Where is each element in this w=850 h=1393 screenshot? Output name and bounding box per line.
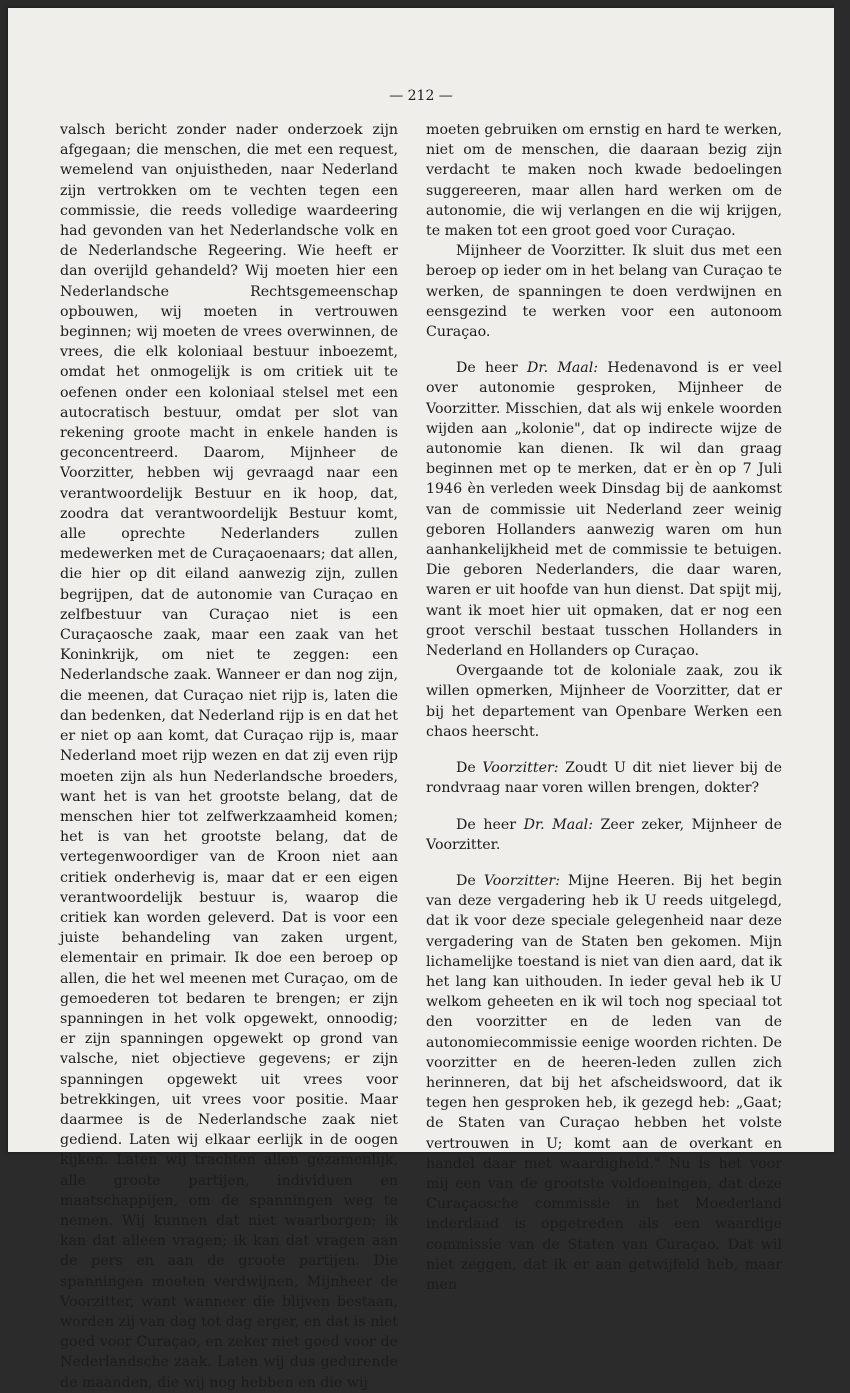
left-column-text: valsch bericht zonder nader onderzoek zijn afgegaan; die menschen, die met een request, wemelend van onjuistheden, naar Nederland zijn vertrokken om te vechten tegen een commissie, die reeds volledige waardeering had gevonden van het Nederlandsche volk en de Nederlandsche Regeering. Wie heeft er dan overijld gehandeld? Wij moeten hier een Nederlandsche Rechtsgemeenschap opbouwen, wij moeten in vertrouwen beginnen; wij moeten de vrees overwinnen, de vrees, die elk koloniaal bestuur inboezemt, omdat het onmogelijk is om critiek uit te oefenen onder een koloniaal stelsel met een autocratisch bestuur, omdat per slot van rekening groote macht in enkele handen is geconcentreerd. Daarom, Mijnheer de Voorzitter, hebben wij gevraagd naar een verantwoordelijk Bestuur en ik hoop, dat, zoodra dat verantwoordelijk Bestuur komt, alle oprechte Nederlanders zullen medewerken met de Curaçaoenaars; dat allen, die hier op dit eiland aanwezig zijn, zullen begrijpen, dat de autonomie van Curaçao en zelfbestuur van Curaçao niet is een Curaçaosche zaak, maar een zaak van het Koninkrijk, om niet te zeggen: een Nederlandsche zaak. Wanneer er dan nog zijn, die meenen, dat Curaçao niet rijp is, laten die dan bedenken, dat Nederland rijp is en dat het er niet op aan komt, dat Curaçao rijp is, maar Nederland moet rijp wezen en dat zij even rijp moeten zijn als hun Nederlandsche broeders, want het is van het grootste belang, dat de menschen hier tot zelfwerkzaamheid komen; het is van het grootste belang, dat de vertegenwoordiger van de Kroon niet aan critiek onderhevig is, maar dat er een eigen verantwoordelijk bestuur is, waarop die critiek kan worden geleverd. Dat is voor een juiste behandeling van zaken urgent, elementair en primair. Ik doe een beroep op allen, die het wel meenen met Curaçao, om de gemoederen tot bedaren te brengen; er zijn spanningen in het volk opgewekt, onnoodig; er zijn spanningen opgewekt op grond van valsche, niet objectieve gegevens; er zijn spanningen opgewekt uit vrees voor betrekkingen, uit vrees voor positie. Maar daarmee is de Nederlandsche zaak niet gediend. Laten wij elkaar eerlijk in de oogen kijken. Laten wij trachten allen gezamenlijk, alle groote partijen, individuen en maatschappijen, om de spanningen weg te nemen. Wij kunnen dat niet waarborgen; ik kan dat alleen vragen; ik kan dat vragen aan de pers en aan de groote partijen. Die spanningen moeten verdwijnen, Mijnheer de Voorzitter, want wanneer die blijven bestaan, worden zij van dag tot dag erger, en dat is niet goed voor Curaçao, en zeker niet goed voor de Nederlandsche zaak. Laten wij dus gedurende de maanden, die wij nog hebben en die wij: [60, 122, 398, 1391]
speech-text: Hedenavond is er veel over autonomie gesproken, Mijnheer de Voorzitter. Misschien, dat als wij enkele woorden wijden aan „kolonie", dat op indirecte wijze de autonomie kan dienen. Ik wil dan graag beginnen met op te merken, dat er èn op 7 Juli 1946 èn verleden week Dinsdag bij de aankomst van de commissie uit Nederland zeer weinig geboren Hollanders aanwezig waren om hun aanhankelijkheid met de commissie te betuigen. Die geboren Nederlanders, die daar waren, waren er uit hoofde van hun dienst. Dat spijt mij, want ik moet hier uit opmaken, dat er nog een groot verschil bestaat tusschen Hollanders in Nederland en Hollanders op Curaçao.: [426, 360, 782, 660]
paragraph-chairman-address: [426, 871, 782, 1295]
speaker-name: Voorzitter:: [482, 760, 559, 777]
speaker-prefix: De heer: [456, 816, 524, 833]
paragraph-chairman-question: [426, 758, 782, 798]
speech-text: Zoudt U dit niet liever bij de rondvraag naar voren willen brengen, dokter?: [426, 760, 782, 797]
speaker-prefix: De heer: [456, 360, 527, 377]
document-page: [8, 8, 834, 1391]
right-column: [426, 120, 782, 1295]
speaker-name: Dr. Maal:: [523, 816, 593, 833]
paragraph-dr-maal-reply: [426, 815, 782, 855]
speaker-name: Voorzitter:: [483, 872, 560, 889]
paragraph-dr-maal-speech: [426, 358, 782, 661]
speech-text: Mijne Heeren. Bij het begin van deze vergadering heb ik U reeds uitgelegd, dat ik voor deze speciale gelegenheid naar deze vergadering van de Staten ben gekomen. Mijn lichamelijke toestand is niet van dien aard, dat ik het lang kan uithouden. In ieder geval heb ik U welkom geheeten en ik wil toch nog speciaal tot den voorzitter en de leden van de autonomiecommissie eenige woorden richten. De voorzitter en de heeren-leden zullen zich herinneren, dat bij het afscheidswoord, dat ik tegen hen gesproken heb, ik gezegd heb: „Gaat; de Staten van Curaçao hebben het volste vertrouwen in U; komt aan de overkant en handel daar met waardigheid." Nu is het voor mij een van de grootste voldoeningen, dat deze Curaçaosche commissie in het Moederland inderdaad is opgetreden als een waardige commissie van de Staten van Curaçao. Dat wil niet zeggen, dat ik er aan getwijfeld heb, maar men: [426, 872, 782, 1293]
speaker-prefix: De: [456, 872, 484, 889]
page-number: — 212 —: [389, 88, 453, 104]
paragraph-continuation: moeten gebruiken om ernstig en hard te werken, niet om de menschen, die daaraan bezig zijn verdacht te maken noch kwade bedoelingen suggereeren, maar allen hard werken om de autonomie, die wij verlangen en die wij krijgen, te maken tot een groot goed voor Curaçao.: [426, 122, 782, 240]
speech-text: Zeer zeker, Mijnheer de Voorzitter.: [426, 816, 782, 853]
speaker-name: Dr. Maal:: [526, 360, 599, 377]
paragraph-closing-appeal: Mijnheer de Voorzitter. Ik sluit dus met een beroep op ieder om in het belang van Curaçao te werken, de spanningen te doen verdwijnen en eensgezind te werken voor een autonoom Curaçao.: [426, 243, 782, 341]
scan-border-left: [0, 0, 8, 1152]
speaker-prefix: De: [456, 760, 483, 777]
paragraph-colonial-matter: Overgaande tot de koloniale zaak, zou ik willen opmerken, Mijnheer de Voorzitter, dat er bij het departement van Openbare Werken een chaos heerscht.: [426, 663, 782, 740]
left-column: [60, 120, 398, 1393]
scan-border-right: [834, 0, 850, 1152]
